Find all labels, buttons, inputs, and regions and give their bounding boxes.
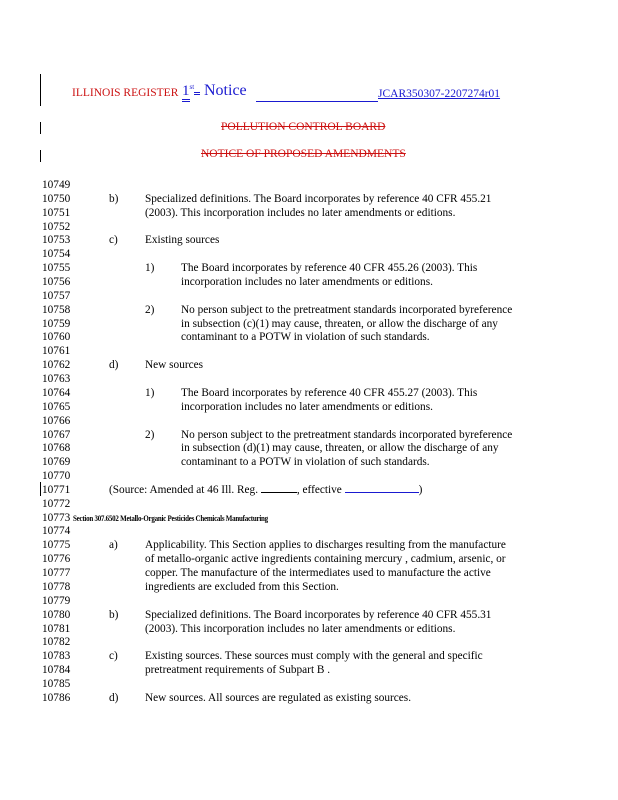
line-number: 10767	[42, 429, 71, 441]
subsection-label: c)	[109, 234, 118, 246]
subsection-label: d)	[109, 692, 119, 704]
register-blank	[261, 492, 297, 493]
line-number: 10768	[42, 442, 71, 454]
paragraph-label: 2)	[145, 304, 155, 316]
body-text: ingredients are excluded from this Section.	[145, 581, 339, 593]
body-text: (2003). This incorporation includes no later amendments or editions.	[145, 207, 456, 219]
body-text: No person subject to the pretreatment standards incorporated byreference	[181, 304, 513, 316]
section-heading: Section 307.6502 Metallo-Organic Pesticides Chemicals Manufacturing	[73, 513, 268, 523]
body-text: The Board incorporates by reference 40 CFR 455.26 (2003). This	[181, 262, 478, 274]
body-text: of metallo-organic active ingredients containing mercury , cadmium, arsenic, or	[145, 553, 506, 565]
body-text: contaminant to a POTW in violation of such standards.	[181, 331, 430, 343]
line-number: 10776	[42, 553, 71, 565]
line-number: 10765	[42, 401, 71, 413]
line-number: 10766	[42, 415, 71, 427]
body-text: No person subject to the pretreatment standards incorporated byreference	[181, 429, 513, 441]
line-number: 10756	[42, 276, 71, 288]
page-number-suffix: st	[189, 83, 195, 91]
line-number: 10750	[42, 193, 71, 205]
body-text: (2003). This incorporation includes no later amendments or editions.	[145, 623, 456, 635]
body-text: New sources. All sources are regulated as existing sources.	[145, 692, 412, 704]
line-number: 10772	[42, 498, 71, 510]
line-number: 10777	[42, 567, 71, 579]
line-number: 10785	[42, 678, 71, 690]
line-number: 10758	[42, 304, 71, 316]
line-number: 10769	[42, 456, 71, 468]
line-number: 10754	[42, 248, 71, 260]
body-text: Existing sources	[145, 234, 220, 246]
paragraph-label: 2)	[145, 429, 155, 441]
body-text: incorporation includes no later amendments or editions.	[181, 401, 433, 413]
page-number-value: 1	[182, 83, 190, 102]
body-text: Specialized definitions. The Board incorporates by reference 40 CFR 455.21	[145, 193, 492, 205]
line-number: 10771	[42, 484, 71, 496]
source-note	[109, 483, 422, 497]
body-text: in subsection (c)(1) may cause, threaten, or allow the discharge of any	[181, 318, 498, 330]
line-number: 10781	[42, 623, 71, 635]
line-number: 10760	[42, 331, 71, 343]
body-text: New sources	[145, 359, 204, 371]
subsection-label: d)	[109, 359, 119, 371]
subsection-label: b)	[109, 609, 119, 621]
source-note-effective: , effective	[296, 484, 342, 496]
notice-label: Notice	[204, 82, 247, 99]
line-number: 10786	[42, 692, 71, 704]
body-text: Specialized definitions. The Board incorporates by reference 40 CFR 455.31	[145, 609, 492, 621]
source-note-close: )	[418, 484, 423, 496]
line-number: 10774	[42, 525, 71, 537]
body-text: contaminant to a POTW in violation of such standards.	[181, 456, 430, 468]
jcar-code: JCAR350307-2207274r01	[378, 88, 501, 100]
register-title: ILLINOIS REGISTER	[72, 87, 179, 99]
subsection-label: b)	[109, 193, 119, 205]
line-number: 10773	[42, 512, 71, 524]
line-number: 10749	[42, 179, 71, 191]
line-number: 10762	[42, 359, 71, 371]
line-number: 10780	[42, 609, 71, 621]
page-number	[182, 83, 200, 100]
source-note-text: (Source: Amended at 46 Ill. Reg.	[109, 484, 259, 496]
notice-underline	[256, 101, 378, 102]
line-number: 10775	[42, 539, 71, 551]
change-bar	[40, 150, 41, 162]
body-text: The Board incorporates by reference 40 CFR 455.27 (2003). This	[181, 387, 478, 399]
body-text: in subsection (d)(1) may cause, threaten, or allow the discharge of any	[181, 442, 499, 454]
change-bar	[40, 122, 41, 134]
body-text: incorporation includes no later amendments or editions.	[181, 276, 433, 288]
line-number: 10753	[42, 234, 71, 246]
subsection-label: a)	[109, 539, 118, 551]
change-bar	[40, 74, 41, 106]
line-number: 10779	[42, 595, 71, 607]
change-bar	[40, 482, 41, 496]
line-number: 10759	[42, 318, 71, 330]
notice-of-proposed-amendments: NOTICE OF PROPOSED AMENDMENTS	[201, 148, 406, 160]
effective-date-blank	[345, 492, 419, 493]
body-text: Applicability. This Section applies to discharges resulting from the manufacture	[145, 539, 506, 551]
body-text: copper. The manufacture of the intermediates used to manufacture the active	[145, 567, 491, 579]
line-number: 10751	[42, 207, 71, 219]
line-number: 10784	[42, 664, 71, 676]
line-number: 10763	[42, 373, 71, 385]
subsection-label: c)	[109, 650, 118, 662]
line-number: 10764	[42, 387, 71, 399]
line-number: 10757	[42, 290, 71, 302]
paragraph-label: 1)	[145, 387, 155, 399]
board-name: POLLUTION CONTROL BOARD	[221, 121, 386, 133]
paragraph-label: 1)	[145, 262, 155, 274]
line-number: 10752	[42, 221, 71, 233]
body-text: pretreatment requirements of Subpart B .	[145, 664, 331, 676]
line-number: 10782	[42, 636, 71, 648]
body-text: Existing sources. These sources must comply with the general and specific	[145, 650, 483, 662]
line-number: 10755	[42, 262, 71, 274]
line-number: 10778	[42, 581, 71, 593]
line-number: 10770	[42, 470, 71, 482]
line-number: 10761	[42, 345, 71, 357]
line-number: 10783	[42, 650, 71, 662]
